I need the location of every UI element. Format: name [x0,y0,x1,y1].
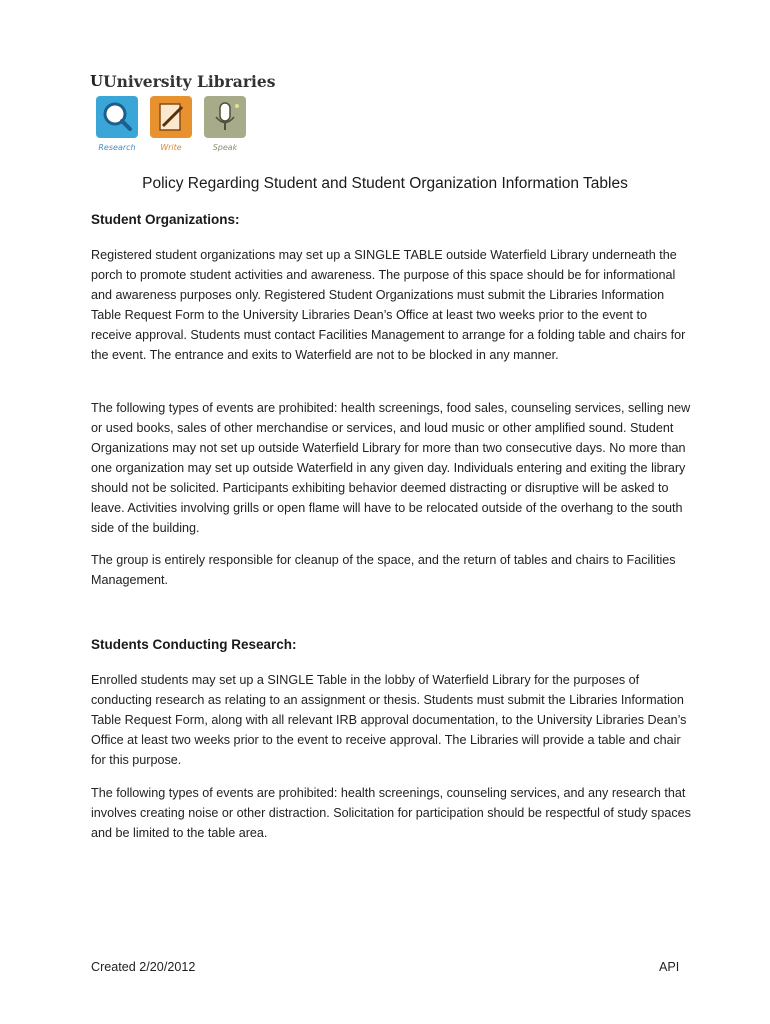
paragraph: The following types of events are prohibited: health screenings, food sales, counseling services, selling new or used books, sales of other merchandise or services, and loud music or other amplified sound. Student Organizations may not set up outside Waterfield Library for more than two consecutive days. No more than one organization may set up outside Waterfield in any given day. Individuals entering and exiting the library should not be solicited. Participants exhibiting behavior deemed distracting or disruptive will be asked to leave. Activities involving grills or open flame will have to be relocated outside of the overhang to the south side of the building. [91,401,691,535]
research-label: Research [98,143,136,152]
logo-mark: U [90,72,103,90]
footer-initials: API [659,960,680,974]
microphone-icon [204,96,246,138]
section-heading-student-organizations: Student Organizations: [91,212,240,227]
write-tile [150,96,192,138]
write-label: Write [160,143,182,152]
logo-text: University Libraries [103,71,276,91]
paragraph: Enrolled students may set up a SINGLE Table in the lobby of Waterfield Library for the purposes of conducting research as relating to an assignment or thesis. Students must submit the Libraries Information Table Request Form, along with all relevant IRB approval documentation, to the University Libraries Dean’s Office at least two weeks prior to the event to receive approval. The Libraries will provide a table and chair for this purpose. [91,673,687,767]
university-libraries-logo [90,70,276,160]
footer-created-date: Created 2/20/2012 [91,960,196,974]
speak-tile [204,96,246,138]
section-heading-students-conducting-research: Students Conducting Research: [91,637,297,652]
paragraph: The group is entirely responsible for cleanup of the space, and the return of tables and chairs to Facilities Management. [91,553,676,587]
research-tile [96,96,138,138]
paragraph: The following types of events are prohibited: health screenings, counseling services, and any research that involves creating noise or other distraction. Solicitation for participation should be respectful of study spaces and be limited to the table area. [91,786,691,840]
paragraph: Registered student organizations may set up a SINGLE TABLE outside Waterfield Library underneath the porch to promote student activities and awareness. The purpose of this space should be for informational and awareness purposes only. Registered Student Organizations must submit the Libraries Information Table Request Form to the University Libraries Dean’s Office at least two weeks prior to the event to receive approval. Students must contact Facilities Management to arrange for a folding table and chairs for the event. The entrance and exits to Waterfield are not to be blocked in any manner. [91,248,686,362]
document-title: Policy Regarding Student and Student Organization Information Tables [142,175,628,192]
pencil-icon [150,96,192,138]
magnifier-icon [96,96,138,138]
speak-label: Speak [212,143,238,152]
